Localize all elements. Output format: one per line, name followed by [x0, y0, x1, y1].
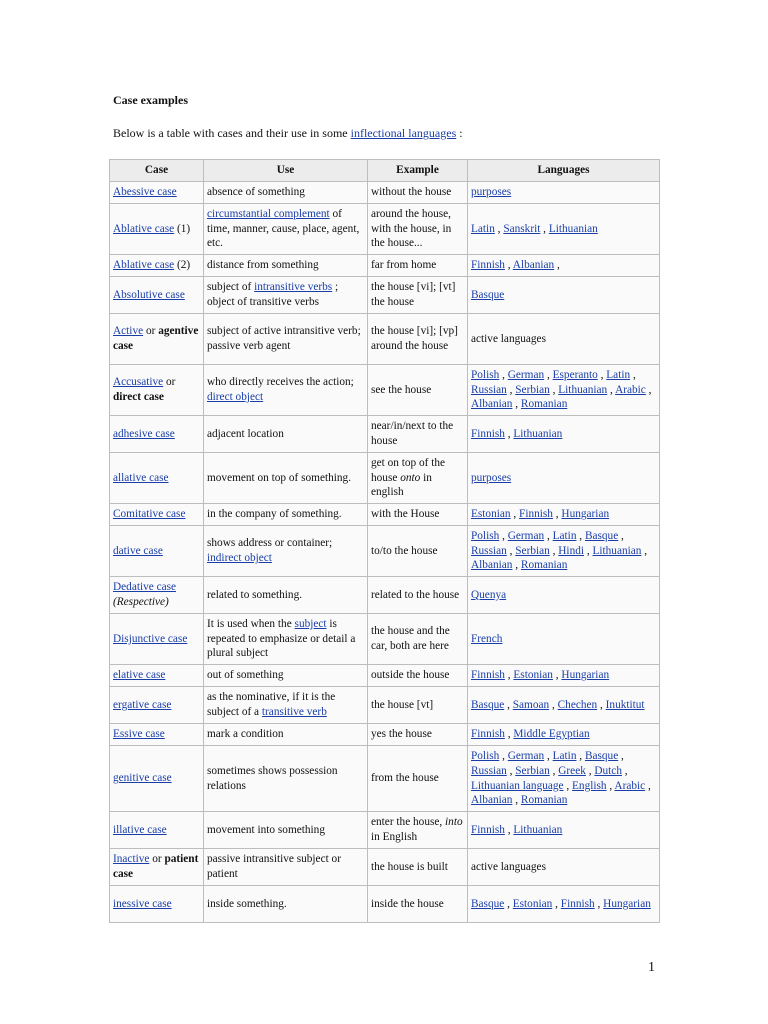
cell-text: subject of active intransitive verb; passive verb agent	[207, 325, 361, 352]
wiki-link[interactable]: Basque	[471, 897, 505, 910]
wiki-link[interactable]: Finnish	[471, 259, 505, 272]
cell-example	[368, 204, 468, 255]
cell-text: patient case	[113, 853, 199, 880]
cell-text: around the house, with the house, in the house...	[371, 207, 452, 250]
table-header-row	[110, 160, 660, 182]
cell-text: ,	[506, 544, 516, 557]
cell-text: ,	[544, 749, 553, 762]
cell-case	[110, 504, 204, 526]
cell-languages	[468, 665, 660, 687]
wiki-link[interactable]: Quenya	[471, 588, 507, 601]
cell-text: ,	[554, 259, 560, 272]
cell-example	[368, 886, 468, 923]
table-row	[110, 416, 660, 453]
cell-text: who directly receives the action;	[207, 376, 354, 389]
cell-text: ,	[544, 368, 553, 381]
cell-text: active languages	[471, 332, 546, 345]
wiki-link[interactable]: Serbian	[515, 383, 550, 396]
cell-use	[204, 314, 368, 365]
cell-text: see the house	[371, 383, 432, 396]
wiki-link[interactable]: Sanskrit	[503, 222, 541, 235]
cell-text: the house and the car, both are here	[371, 625, 450, 652]
cell-languages	[468, 277, 660, 314]
cell-use	[204, 255, 368, 277]
cell-use	[204, 277, 368, 314]
section-heading: Case examples	[113, 93, 188, 107]
wiki-link[interactable]: genitive case	[113, 772, 172, 785]
wiki-link[interactable]: Accusative	[113, 376, 164, 389]
wiki-link[interactable]: Albanian	[512, 259, 555, 272]
wiki-link[interactable]: Inactive	[113, 853, 150, 866]
page-number: 1	[648, 960, 655, 975]
cell-case	[110, 453, 204, 504]
cell-text: ,	[504, 823, 514, 836]
cell-text: (1)	[174, 222, 191, 235]
cell-use	[204, 665, 368, 687]
cell-text: ,	[607, 383, 616, 396]
wiki-link[interactable]: Finnish	[471, 823, 505, 836]
cell-text: or	[149, 853, 165, 866]
table-row	[110, 812, 660, 849]
cell-text: ,	[504, 728, 514, 741]
table-row	[110, 577, 660, 614]
wiki-link[interactable]: Lithuanian	[513, 823, 563, 836]
wiki-link[interactable]: Greek	[558, 764, 586, 777]
table-row	[110, 849, 660, 886]
cell-text: ,	[563, 779, 573, 792]
cell-text: into	[445, 816, 463, 829]
wiki-link[interactable]: Lithuanian	[548, 222, 598, 235]
cell-text: ,	[552, 508, 562, 521]
wiki-link[interactable]: Ablative case	[113, 259, 175, 272]
cell-example	[368, 687, 468, 724]
wiki-link[interactable]: Russian	[471, 544, 507, 557]
cell-text: absence of something	[207, 186, 305, 199]
wiki-link[interactable]: Inuktitut	[605, 698, 645, 711]
cell-case	[110, 182, 204, 204]
intro-text: Below is a table with cases and their use in some	[113, 126, 351, 140]
wiki-link[interactable]: Arabic	[614, 779, 646, 792]
cell-languages	[468, 255, 660, 277]
table-row	[110, 886, 660, 923]
cell-text: ,	[576, 749, 585, 762]
wiki-link[interactable]: Essive case	[113, 728, 165, 741]
cell-text: outside the house	[371, 669, 450, 682]
cell-text: direct case	[113, 391, 164, 403]
cell-text: mark a condition	[207, 728, 284, 741]
wiki-link[interactable]: dative case	[113, 544, 163, 557]
cell-use	[204, 886, 368, 923]
cell-text: in english	[371, 471, 432, 499]
cases-table	[109, 159, 660, 923]
wiki-link[interactable]: Hungarian	[561, 508, 610, 521]
cell-case	[110, 204, 204, 255]
cell-use	[204, 204, 368, 255]
table-row	[110, 724, 660, 746]
cell-use	[204, 849, 368, 886]
cell-text: movement on top of something.	[207, 471, 352, 484]
wiki-link[interactable]: inessive case	[113, 897, 172, 910]
cell-example	[368, 577, 468, 614]
wiki-link[interactable]: Lithuanian language	[471, 779, 564, 792]
cell-example	[368, 277, 468, 314]
wiki-link[interactable]: Estonian	[513, 669, 553, 682]
table-row	[110, 746, 660, 812]
cell-case	[110, 665, 204, 687]
cell-text: ,	[585, 764, 595, 777]
cell-languages	[468, 182, 660, 204]
cell-text: ; object of transitive verbs	[207, 281, 339, 308]
wiki-link[interactable]: purposes	[471, 186, 512, 199]
cell-languages	[468, 577, 660, 614]
cell-use	[204, 365, 368, 416]
wiki-link[interactable]: French	[471, 632, 503, 645]
table-row	[110, 314, 660, 365]
cell-text: sometimes shows possession relations	[207, 764, 338, 792]
cell-text: It is used when the	[207, 617, 295, 630]
cell-use	[204, 526, 368, 577]
wiki-link[interactable]: Albanian	[471, 794, 513, 807]
cell-text: ,	[540, 222, 549, 235]
wiki-link[interactable]: Hungarian	[561, 669, 610, 682]
cell-text: ,	[576, 529, 585, 542]
cell-case	[110, 365, 204, 416]
wiki-link[interactable]: Lithuanian	[513, 427, 563, 440]
cell-text: ,	[512, 559, 521, 572]
cell-text: ,	[597, 368, 607, 381]
wiki-link[interactable]: German	[507, 368, 545, 381]
cell-text: ,	[504, 259, 513, 272]
cell-case	[110, 526, 204, 577]
cell-text: ,	[594, 897, 604, 910]
cell-text: ,	[618, 529, 624, 542]
table-row	[110, 614, 660, 665]
wiki-link[interactable]: Basque	[584, 529, 619, 542]
cell-text: ,	[499, 749, 508, 762]
cell-languages	[468, 812, 660, 849]
cell-text: of time, manner, cause, place, agent, etc.	[207, 207, 360, 250]
cell-case	[110, 577, 204, 614]
table-row	[110, 665, 660, 687]
cell-use	[204, 453, 368, 504]
cell-text: is repeated to emphasize or detail a plural subject	[207, 617, 356, 660]
cell-text: as the nominative, if it is the subject of a	[207, 691, 336, 718]
cell-text: (Respective)	[113, 596, 169, 608]
cell-text: inside the house	[371, 897, 444, 910]
cell-example	[368, 665, 468, 687]
wiki-link[interactable]: Finnish	[471, 669, 505, 682]
cell-case	[110, 416, 204, 453]
cell-use	[204, 687, 368, 724]
cell-text: with the House	[371, 508, 440, 521]
cell-text: get on top of the house	[371, 456, 446, 484]
cell-text: to/to the house	[371, 544, 438, 557]
cell-case	[110, 314, 204, 365]
wiki-link[interactable]: Serbian	[515, 764, 550, 777]
wiki-link[interactable]: Basque	[471, 698, 505, 711]
cell-languages	[468, 849, 660, 886]
wiki-link[interactable]: Basque	[584, 749, 619, 762]
cell-text: active languages	[471, 860, 546, 873]
cell-text: ,	[645, 383, 652, 396]
cell-example	[368, 416, 468, 453]
table-row	[110, 182, 660, 204]
cell-text: or	[163, 376, 176, 389]
cell-text: ,	[544, 529, 553, 542]
cell-languages	[468, 504, 660, 526]
wiki-link[interactable]: Finnish	[560, 897, 595, 910]
cell-text: the house is built	[371, 860, 448, 873]
cell-case	[110, 614, 204, 665]
cell-case	[110, 724, 204, 746]
cell-text: in the company of something.	[207, 508, 342, 521]
cell-use	[204, 416, 368, 453]
cell-text: the house [vi]; [vt] the house	[371, 281, 456, 308]
cell-text: distance from something	[207, 259, 319, 272]
cell-text: ,	[606, 779, 615, 792]
cell-languages	[468, 416, 660, 453]
cell-text: subject of	[207, 281, 255, 294]
cell-text: or	[143, 325, 159, 338]
wiki-link[interactable]: Latin	[552, 749, 577, 762]
cell-text: ,	[499, 368, 508, 381]
wiki-link[interactable]: Latin	[606, 368, 631, 381]
cell-languages	[468, 365, 660, 416]
table-row	[110, 204, 660, 255]
wiki-link[interactable]: Chechen	[557, 698, 598, 711]
table-row	[110, 255, 660, 277]
cell-text: ,	[504, 427, 514, 440]
cell-example	[368, 812, 468, 849]
cell-text: yes the house	[371, 728, 432, 741]
cell-text: ,	[641, 544, 648, 557]
wiki-link[interactable]: Russian	[471, 764, 507, 777]
wiki-link[interactable]: Estonian	[512, 897, 553, 910]
cell-text: ,	[504, 669, 514, 682]
cell-text: in English	[371, 831, 418, 843]
table-row	[110, 277, 660, 314]
wiki-link[interactable]: Estonian	[471, 508, 511, 521]
wiki-link[interactable]: Abessive case	[113, 186, 177, 199]
cell-text: near/in/next to the house	[371, 420, 454, 447]
wiki-link[interactable]: Dutch	[594, 764, 622, 777]
cell-languages	[468, 204, 660, 255]
cell-text: agentive case	[113, 325, 199, 352]
wiki-link[interactable]: Serbian	[515, 544, 550, 557]
cell-case	[110, 687, 204, 724]
cell-use	[204, 724, 368, 746]
cell-text: ,	[512, 794, 521, 807]
cell-text: shows address or container;	[207, 537, 333, 550]
cell-example	[368, 849, 468, 886]
cell-text: far from home	[371, 259, 437, 272]
wiki-link[interactable]: Dedative case	[113, 581, 177, 594]
cell-text: ,	[549, 383, 559, 396]
wiki-link[interactable]: Albanian	[471, 398, 513, 411]
wiki-link[interactable]: Hungarian	[603, 897, 651, 910]
table-row	[110, 453, 660, 504]
cell-text: related to something.	[207, 588, 303, 601]
column-header-example: Example	[368, 160, 468, 182]
wiki-link[interactable]: adhesive case	[113, 427, 175, 440]
wiki-link[interactable]: Latin	[552, 529, 577, 542]
wiki-link[interactable]: direct object	[207, 391, 264, 403]
cell-text: ,	[552, 669, 562, 682]
cell-example	[368, 504, 468, 526]
cell-use	[204, 504, 368, 526]
wiki-link[interactable]: elative case	[113, 669, 166, 682]
cell-text: out of something	[207, 669, 284, 682]
wiki-link[interactable]: purposes	[471, 471, 512, 484]
cell-text: (2)	[174, 259, 191, 272]
wiki-link[interactable]: Finnish	[519, 508, 553, 521]
cell-use	[204, 746, 368, 812]
inflectional-languages-link[interactable]: inflectional languages	[350, 126, 457, 140]
cell-case	[110, 255, 204, 277]
wiki-link[interactable]: Latin	[471, 222, 495, 235]
table-row	[110, 526, 660, 577]
cell-case	[110, 812, 204, 849]
wiki-link[interactable]: intransitive verbs	[254, 281, 333, 294]
cell-text: ,	[499, 529, 508, 542]
wiki-link[interactable]: Arabic	[615, 383, 646, 396]
cell-use	[204, 577, 368, 614]
cell-text: ,	[512, 398, 521, 411]
wiki-link[interactable]: allative case	[113, 471, 169, 484]
cell-text: ,	[549, 544, 559, 557]
wiki-link[interactable]: Finnish	[471, 728, 505, 741]
wiki-link[interactable]: German	[507, 529, 545, 542]
cell-example	[368, 724, 468, 746]
cell-use	[204, 614, 368, 665]
wiki-link[interactable]: Hindi	[558, 544, 584, 557]
cell-text: ,	[552, 897, 561, 910]
cell-text: related to the house	[371, 588, 460, 601]
table-row	[110, 687, 660, 724]
wiki-link[interactable]: Comitative case	[113, 508, 186, 521]
wiki-link[interactable]: Polish	[471, 529, 500, 542]
cell-example	[368, 365, 468, 416]
cell-text: the house [vi]; [vp] around the house	[371, 325, 458, 352]
wiki-link[interactable]: Esperanto	[552, 368, 598, 381]
cell-text: onto	[400, 471, 421, 484]
cell-text: ,	[510, 508, 520, 521]
cell-use	[204, 182, 368, 204]
cell-example	[368, 255, 468, 277]
wiki-link[interactable]: Samoan	[512, 698, 550, 711]
cell-case	[110, 746, 204, 812]
wiki-link[interactable]: Middle Egyptian	[513, 728, 590, 741]
cell-text: inside something.	[207, 897, 287, 910]
cell-text: ,	[645, 779, 651, 792]
wiki-link[interactable]: circumstantial complement	[207, 207, 330, 220]
wiki-link[interactable]: Romanian	[520, 398, 568, 411]
cell-text: ,	[618, 749, 624, 762]
table-row	[110, 365, 660, 416]
cell-text: ,	[494, 222, 504, 235]
cell-example	[368, 526, 468, 577]
intro-paragraph	[113, 126, 463, 141]
cell-languages	[468, 453, 660, 504]
wiki-link[interactable]: Disjunctive case	[113, 632, 188, 645]
cell-example	[368, 314, 468, 365]
cell-languages	[468, 886, 660, 923]
wiki-link[interactable]: Ablative case	[113, 222, 175, 235]
wiki-link[interactable]: Romanian	[520, 559, 568, 572]
cell-text: ,	[504, 897, 513, 910]
cell-text: ,	[597, 698, 606, 711]
cell-languages	[468, 526, 660, 577]
wiki-link[interactable]: Russian	[471, 383, 507, 396]
wiki-link[interactable]: ergative case	[113, 698, 172, 711]
cell-example	[368, 182, 468, 204]
cell-languages	[468, 614, 660, 665]
cell-languages	[468, 746, 660, 812]
wiki-link[interactable]: Basque	[471, 288, 505, 301]
cell-languages	[468, 687, 660, 724]
column-header-use: Use	[204, 160, 368, 182]
cell-case	[110, 886, 204, 923]
cell-text: ,	[506, 764, 516, 777]
wiki-link[interactable]: Polish	[471, 749, 500, 762]
wiki-link[interactable]: Absolutive case	[113, 288, 185, 301]
wiki-link[interactable]: subject	[294, 617, 327, 630]
wiki-link[interactable]: English	[572, 779, 607, 792]
cell-example	[368, 453, 468, 504]
wiki-link[interactable]: Active	[113, 325, 144, 338]
cell-use	[204, 812, 368, 849]
cell-languages	[468, 314, 660, 365]
cell-text: ,	[504, 698, 513, 711]
cell-text: passive intransitive subject or patient	[207, 853, 341, 880]
cell-text: movement into something	[207, 823, 325, 836]
cell-text: ,	[549, 698, 558, 711]
column-header-languages: Languages	[468, 160, 660, 182]
cell-text: enter the house,	[371, 816, 446, 829]
cell-example	[368, 614, 468, 665]
cell-text: from the house	[371, 772, 439, 785]
cell-text: adjacent location	[207, 427, 284, 440]
wiki-link[interactable]: Finnish	[471, 427, 505, 440]
wiki-link[interactable]: Albanian	[471, 559, 513, 572]
cell-case	[110, 849, 204, 886]
wiki-link[interactable]: Romanian	[520, 794, 568, 807]
cell-languages	[468, 724, 660, 746]
cell-case	[110, 277, 204, 314]
wiki-link[interactable]: Lithuanian	[558, 383, 608, 396]
cell-text: the house [vt]	[371, 698, 434, 711]
cell-text: ,	[630, 368, 636, 381]
cell-example	[368, 746, 468, 812]
table-row	[110, 504, 660, 526]
wiki-link[interactable]: illative case	[113, 823, 167, 836]
wiki-link[interactable]: indirect object	[207, 552, 272, 564]
cell-text: without the house	[371, 186, 452, 199]
column-header-case: Case	[110, 160, 204, 182]
intro-text-end: :	[456, 126, 463, 140]
wiki-link[interactable]: transitive verb	[261, 706, 327, 718]
wiki-link[interactable]: Polish	[471, 368, 500, 381]
cell-text: ,	[584, 544, 593, 557]
wiki-link[interactable]: Lithuanian	[592, 544, 642, 557]
cell-text: ,	[621, 764, 628, 777]
wiki-link[interactable]: German	[507, 749, 545, 762]
cell-text: ,	[506, 383, 516, 396]
cell-text: ,	[549, 764, 559, 777]
